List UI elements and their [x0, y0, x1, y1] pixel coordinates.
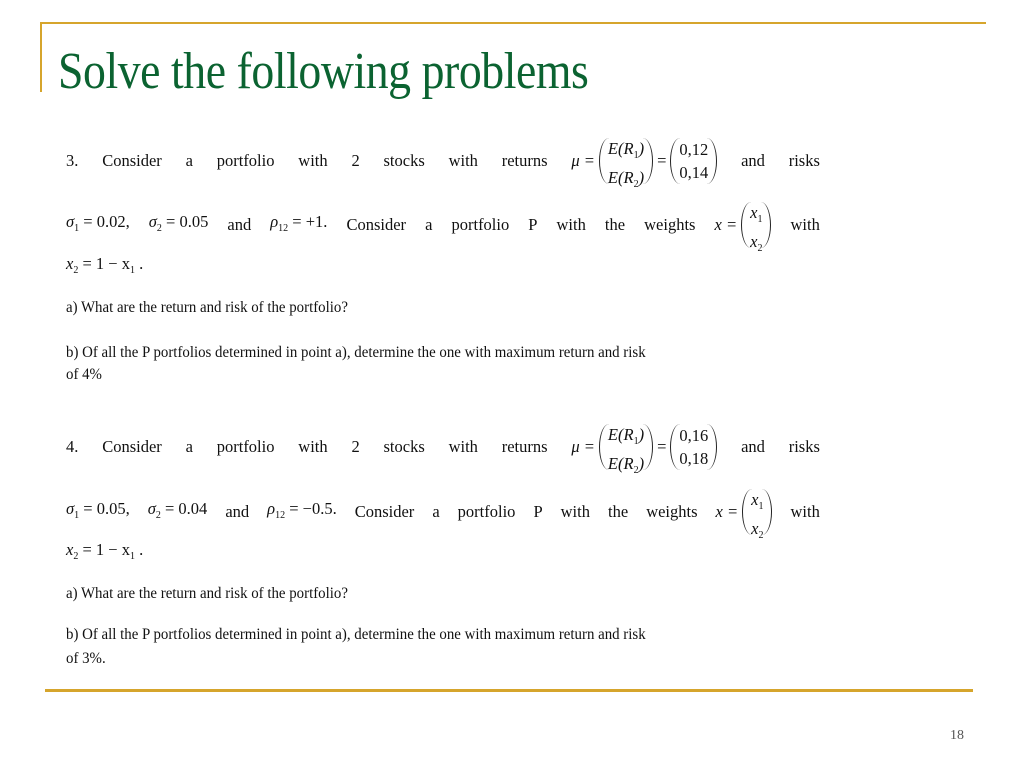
word: P	[533, 502, 543, 521]
problem-3-question-b-line2: of 4%	[66, 366, 102, 383]
return-values-vector	[670, 424, 717, 470]
word: 2	[351, 151, 360, 170]
x-label: x =	[715, 502, 739, 521]
weights-equation	[715, 489, 773, 541]
slide-title: Solve the following problems	[58, 43, 589, 100]
mu-label: μ =	[571, 437, 595, 456]
word: weights	[644, 215, 696, 234]
word: with	[560, 502, 590, 521]
word: portfolio	[216, 151, 275, 170]
word: returns	[501, 151, 548, 170]
word: a	[432, 502, 440, 521]
word: with	[448, 437, 478, 456]
problem-number: 3.	[66, 151, 79, 170]
return-value: 0,16	[679, 425, 709, 445]
sigma2-expression: $\sigma_2 = 0.05$	[148, 211, 209, 234]
problem-4-constraint: $x_2 = 1 - x_1$ .	[66, 540, 144, 562]
matrix-entry: $E(R_1)$	[607, 139, 645, 161]
problem-number: 4.	[66, 437, 79, 456]
word: Consider	[102, 437, 162, 456]
word: risks	[788, 151, 820, 170]
word: Consider	[346, 215, 407, 234]
top-decorative-rule	[40, 22, 986, 24]
rho-expression: $\rho_{12} = -0.5$.	[267, 498, 337, 521]
word: portfolio	[457, 502, 516, 521]
word: Consider	[102, 151, 162, 170]
matrix-entry: $E(R_2)$	[607, 168, 645, 190]
word: with	[298, 151, 328, 170]
problem-3-risk-line	[66, 202, 820, 254]
left-decorative-rule	[40, 22, 42, 92]
weights-vector	[742, 489, 772, 541]
weights-vector	[741, 202, 771, 254]
bottom-decorative-rule	[45, 689, 973, 692]
problem-4-question-b-line1: b) Of all the P portfolios determined in point a), determine the one with maximum return and risk	[66, 626, 646, 643]
return-value: 0,18	[679, 448, 709, 468]
return-value: 0,14	[679, 162, 709, 182]
word: with	[448, 151, 478, 170]
word: weights	[646, 502, 698, 521]
word: and	[741, 151, 765, 170]
word: portfolio	[216, 437, 275, 456]
problem-3-question-b-line1: b) Of all the P portfolios determined in point a), determine the one with maximum return and risk	[66, 344, 646, 361]
problem-4-intro-line	[66, 424, 820, 476]
word: a	[185, 151, 193, 170]
sigma1-expression: $\sigma_1 = 0.02$,	[66, 211, 130, 234]
word: and	[741, 437, 765, 456]
word: stocks	[383, 151, 425, 170]
word: 2	[351, 437, 360, 456]
problem-3-constraint: $x_2 = 1 - x_1$ .	[66, 254, 144, 276]
sigma2-expression: $\sigma_2 = 0.04$	[147, 498, 208, 521]
expected-returns-vector	[599, 424, 653, 476]
return-values-vector	[670, 138, 717, 184]
word: returns	[501, 437, 548, 456]
word: stocks	[383, 437, 425, 456]
word: with	[790, 502, 820, 521]
problem-4-question-a: a) What are the return and risk of the portfolio?	[66, 585, 348, 602]
equals-sign: =	[657, 151, 667, 170]
word: the	[604, 215, 626, 234]
problem-3-intro-line	[66, 138, 820, 190]
word: with	[298, 437, 328, 456]
weights-equation	[714, 202, 772, 254]
word: Consider	[354, 502, 415, 521]
word: and	[225, 502, 250, 521]
word: with	[790, 215, 820, 234]
word: P	[528, 215, 538, 234]
matrix-entry: $x_2$	[751, 519, 764, 541]
matrix-entry: $E(R_2)$	[607, 454, 645, 476]
matrix-entry: $x_1$	[750, 203, 763, 225]
word: a	[185, 437, 193, 456]
word: risks	[788, 437, 820, 456]
problem-4-risk-line	[66, 489, 820, 541]
word: a	[425, 215, 433, 234]
page-number: 18	[950, 728, 964, 743]
word: with	[556, 215, 586, 234]
word: the	[608, 502, 629, 521]
matrix-entry: $x_2$	[750, 232, 763, 254]
problem-4-question-b-line2: of 3%.	[66, 650, 106, 667]
expected-returns-vector	[599, 138, 653, 190]
mu-label: μ =	[571, 151, 595, 170]
rho-expression: $\rho_{12} = +1$.	[270, 211, 328, 234]
matrix-entry: $E(R_1)$	[607, 425, 645, 447]
problem-3-question-a: a) What are the return and risk of the portfolio?	[66, 299, 348, 316]
expected-returns-equation	[571, 424, 717, 476]
equals-sign: =	[657, 437, 667, 456]
expected-returns-equation	[571, 138, 717, 190]
x-label: x =	[714, 215, 738, 234]
word: portfolio	[451, 215, 510, 234]
word: and	[227, 215, 252, 234]
sigma1-expression: $\sigma_1 = 0.05$,	[66, 498, 130, 521]
matrix-entry: $x_1$	[751, 490, 764, 512]
return-value: 0,12	[679, 139, 709, 159]
